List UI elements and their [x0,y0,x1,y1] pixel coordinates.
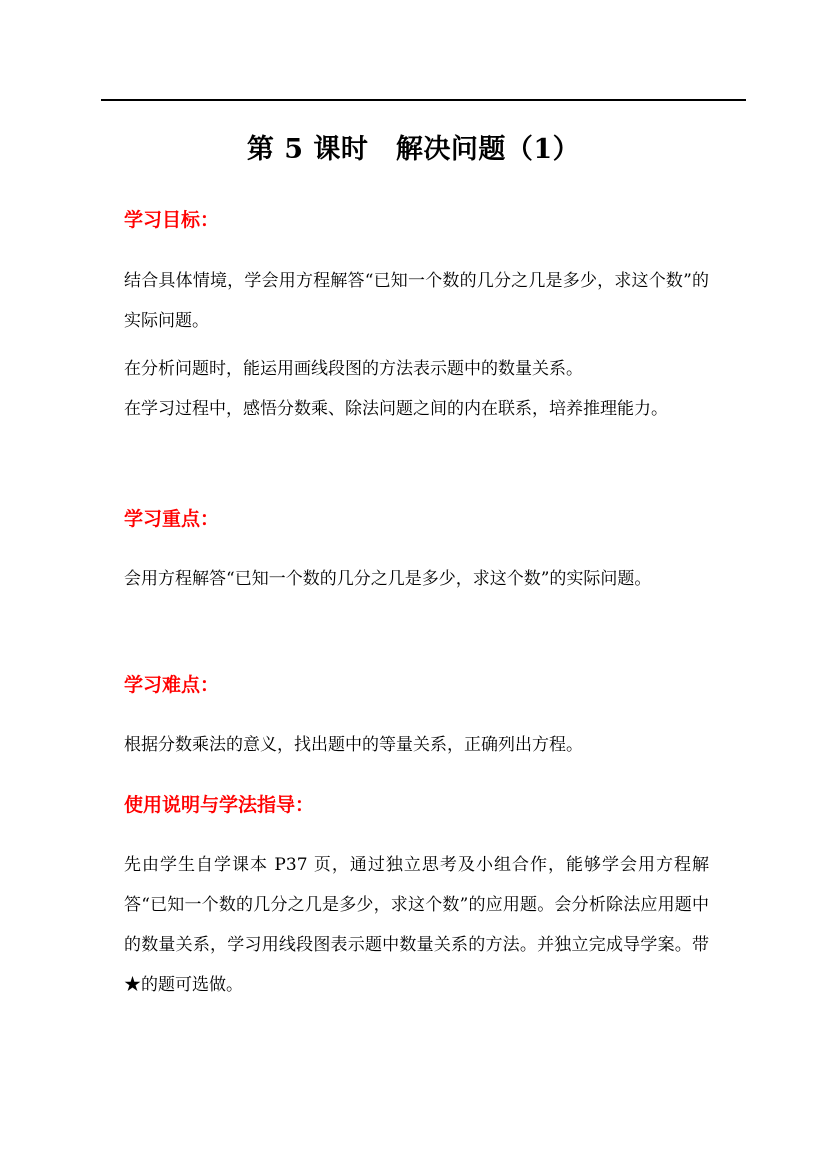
key-points-paragraph: 会用方程解答“已知一个数的几分之几是多少，求这个数”的实际问题。 [124,569,652,589]
heading-key-points: 学习重点： [124,508,220,530]
heading-difficult-points: 学习难点： [124,674,220,696]
usage-instructions-paragraph: 先由学生自学课本 P37 页，通过独立思考及小组合作，能够学会用方程解答“已知一个数的几分之几是多少，求这个数”的应用题。会分析除法应用题中的数量关系，学习用线段图表示题中数量关系的方法。并独立完成导学案。带★的题可选做。 [124,855,709,995]
objective-paragraph-2: 在分析问题时，能运用画线段图的方法表示题中的数量关系。 [124,359,583,379]
heading-learning-objectives: 学习目标： [124,209,220,231]
objective-paragraph-1: 结合具体情境，学会用方程解答“已知一个数的几分之几是多少，求这个数”的实际问题。 [124,271,709,331]
header-rule [101,99,746,101]
page-title: 第 5 课时 解决问题（1） [246,134,581,165]
difficult-points-paragraph: 根据分数乘法的意义，找出题中的等量关系，正确列出方程。 [124,735,583,755]
objective-paragraph-3: 在学习过程中，感悟分数乘、除法问题之间的内在联系，培养推理能力。 [124,399,668,419]
heading-usage-instructions: 使用说明与学法指导： [124,794,315,816]
